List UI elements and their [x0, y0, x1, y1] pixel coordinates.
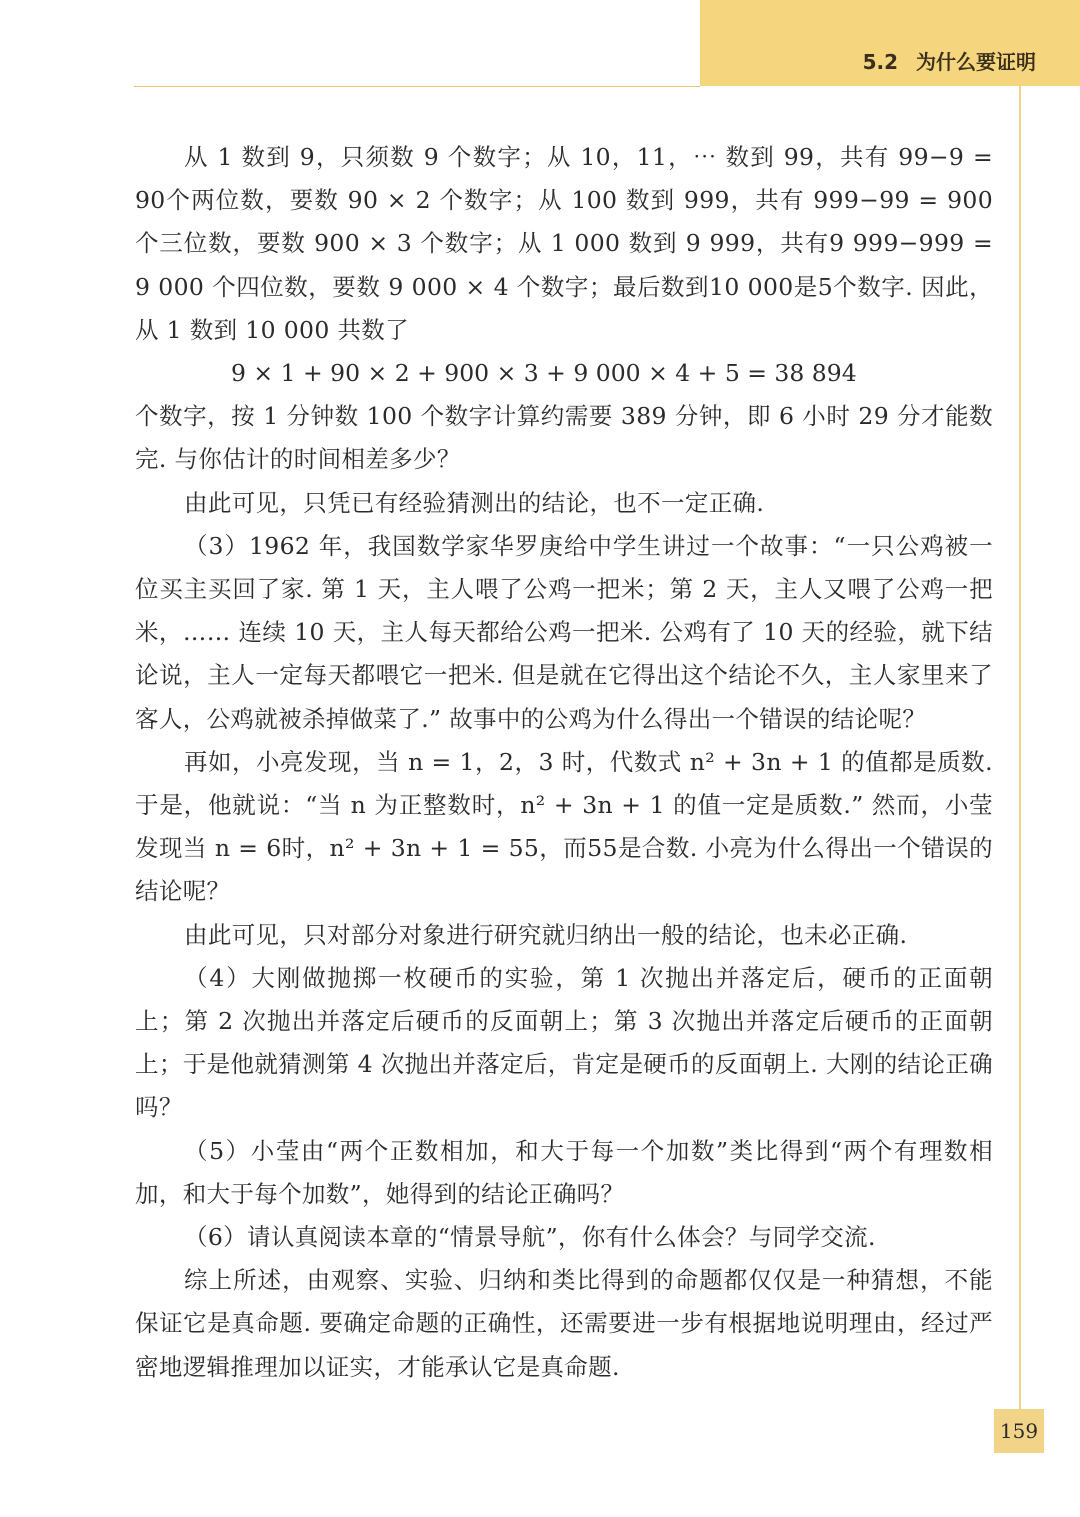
- header-rule: [134, 86, 700, 87]
- paragraph-coin-experiment: （4）大刚做抛掷一枚硬币的实验，第 1 次抛出并落定后，硬币的正面朝上；第 2 次抛出并落定后硬币的反面朝上；第 3 次抛出并落定后硬币的正面朝上；于是他就猜测第 4 次抛出并落定后，肯定是硬币的反面朝上. 大刚的结论正确吗？: [135, 963, 993, 1122]
- paragraph-conclusion-induction: 由此可见，只对部分对象进行研究就归纳出一般的结论，也未必正确.: [184, 920, 908, 949]
- section-header-tab: [700, 0, 1080, 86]
- paragraph-rooster-story: （3）1962 年，我国数学家华罗庚给中学生讲过一个故事：“一只公鸡被一位买主买回了家. 第 1 天，主人喂了公鸡一把米；第 2 天，主人又喂了公鸡一把米，…… 连续 10 天，主人每天都给公鸡一把米. 公鸡有了 10 天的经验，就下结论说，主人一定每天都喂它一把米. 但是就在它得出这个结论不久，主人家里来了客人，公鸡就被杀掉做菜了.” 故事中的公鸡为什么得出一个错误的结论呢？: [135, 531, 993, 733]
- paragraph-summary: 综上所述，由观察、实验、归纳和类比得到的命题都仅仅是一种猜想，不能保证它是真命题. 要确定命题的正确性，还需要进一步有根据地说明理由，经过严密地逻辑推理加以证实，才能承认它是真命题.: [135, 1266, 993, 1381]
- paragraph-prime-example: 再如，小亮发现，当 n = 1，2，3 时，代数式 n² + 3n + 1 的值都是质数. 于是，他就说：“当 n 为正整数时，n² + 3n + 1 的值一定是质数.” 然而，小莹发现当 n = 6时，n² + 3n + 1 = 55，而55是合数. 小亮为什么得出一个错误的结论呢？: [135, 747, 993, 906]
- section-title: 为什么要证明: [916, 50, 1036, 74]
- page-number: 159: [999, 1419, 1039, 1443]
- page-body: [135, 136, 993, 1389]
- page-number-box: [994, 1409, 1044, 1453]
- section-header-title: [700, 46, 1036, 75]
- paragraph-time-estimate: 个数字，按 1 分钟数 100 个数字计算约需要 389 分钟，即 6 小时 29 分才能数完. 与你估计的时间相差多少？: [135, 402, 993, 474]
- margin-rule: [1019, 86, 1021, 1420]
- paragraph-chapter-reading: （6）请认真阅读本章的“情景导航”，你有什么体会？与同学交流.: [184, 1223, 876, 1252]
- equation-digit-total: 9 × 1 + 90 × 2 + 900 × 3 + 9 000 × 4 + 5 = 38 894: [231, 359, 857, 388]
- section-number: 5.2: [862, 50, 898, 74]
- paragraph-counting-digits: 从 1 数到 9，只须数 9 个数字；从 10，11，⋯ 数到 99，共有 99−9 = 90个两位数，要数 90 × 2 个数字；从 100 数到 999，共有 999−99 = 900 个三位数，要数 900 × 3 个数字；从 1 000 数到 9 999，共有9 999−999 = 9 000 个四位数，要数 9 000 × 4 个数字；最后数到10 000是5个数字. 因此，从 1 数到 10 000 共数了: [135, 143, 993, 344]
- paragraph-analogy: （5）小莹由“两个正数相加，和大于每一个加数”类比得到“两个有理数相加，和大于每个加数”，她得到的结论正确吗？: [135, 1136, 993, 1208]
- paragraph-conclusion-experience: 由此可见，只凭已有经验猜测出的结论，也不一定正确.: [184, 488, 765, 517]
